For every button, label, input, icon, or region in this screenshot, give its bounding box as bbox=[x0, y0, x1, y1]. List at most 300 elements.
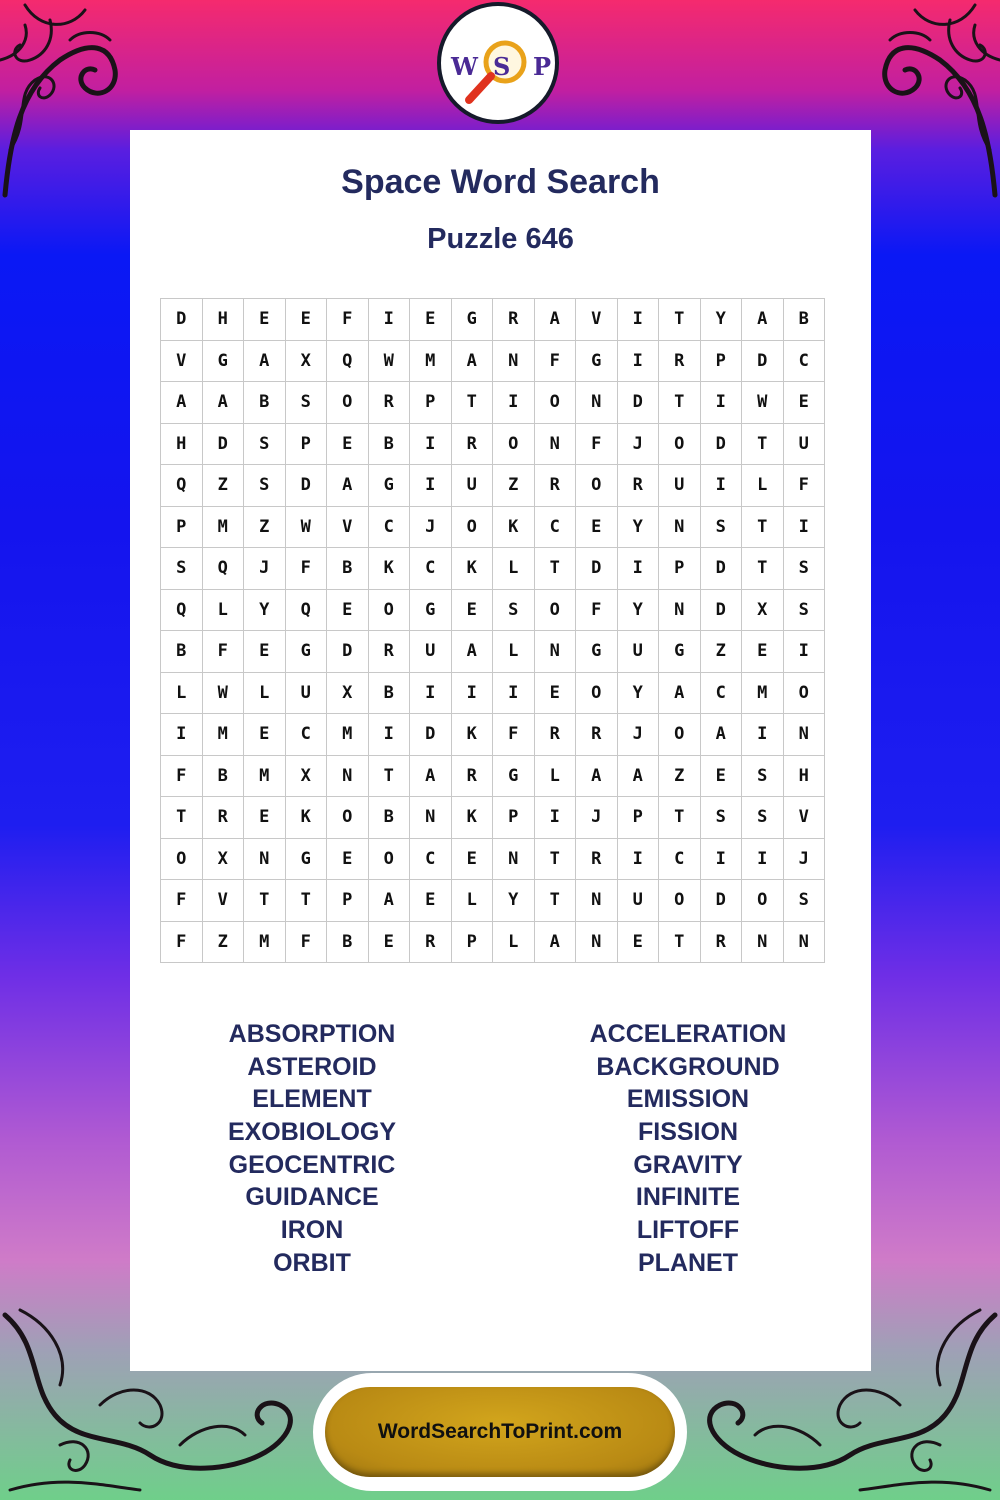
grid-cell[interactable]: N bbox=[659, 506, 701, 548]
grid-cell[interactable]: A bbox=[617, 755, 659, 797]
grid-cell[interactable]: F bbox=[327, 299, 369, 341]
grid-cell[interactable]: C bbox=[659, 838, 701, 880]
grid-cell[interactable]: F bbox=[161, 880, 203, 922]
grid-cell[interactable]: E bbox=[244, 631, 286, 673]
grid-row bbox=[161, 299, 825, 341]
grid-cell[interactable]: A bbox=[534, 921, 576, 963]
grid-cell[interactable]: S bbox=[783, 548, 825, 590]
grid-cell[interactable]: T bbox=[244, 880, 286, 922]
grid-row bbox=[161, 423, 825, 465]
grid-row bbox=[161, 465, 825, 507]
grid-cell[interactable]: E bbox=[410, 880, 452, 922]
grid-cell[interactable]: J bbox=[783, 838, 825, 880]
grid-cell[interactable]: J bbox=[617, 714, 659, 756]
grid-cell[interactable]: W bbox=[742, 382, 784, 424]
word-item: FISSION bbox=[637, 1118, 738, 1147]
website-badge[interactable] bbox=[313, 1373, 687, 1491]
grid-cell[interactable]: L bbox=[451, 880, 493, 922]
grid-cell[interactable]: J bbox=[410, 506, 452, 548]
grid-cell[interactable]: V bbox=[576, 299, 618, 341]
grid-cell[interactable]: I bbox=[700, 465, 742, 507]
grid-cell[interactable]: S bbox=[493, 589, 535, 631]
grid-cell[interactable]: I bbox=[451, 672, 493, 714]
grid-cell[interactable]: O bbox=[742, 880, 784, 922]
grid-cell[interactable]: G bbox=[576, 340, 618, 382]
grid-cell[interactable]: F bbox=[161, 921, 203, 963]
grid-cell[interactable]: C bbox=[410, 838, 452, 880]
grid-cell[interactable]: G bbox=[285, 838, 327, 880]
grid-cell[interactable]: O bbox=[659, 880, 701, 922]
grid-cell[interactable]: R bbox=[202, 797, 244, 839]
grid-cell[interactable]: E bbox=[783, 382, 825, 424]
grid-cell[interactable]: F bbox=[285, 548, 327, 590]
grid-cell[interactable]: O bbox=[534, 382, 576, 424]
grid-cell[interactable]: U bbox=[285, 672, 327, 714]
grid-cell[interactable]: R bbox=[451, 755, 493, 797]
grid-cell[interactable]: G bbox=[285, 631, 327, 673]
grid-cell[interactable]: P bbox=[410, 382, 452, 424]
grid-cell[interactable]: G bbox=[493, 755, 535, 797]
grid-cell[interactable]: W bbox=[202, 672, 244, 714]
grid-cell[interactable]: P bbox=[493, 797, 535, 839]
grid-cell[interactable]: O bbox=[783, 672, 825, 714]
word-item: EMISSION bbox=[626, 1085, 750, 1114]
grid-cell[interactable]: N bbox=[327, 755, 369, 797]
word-item: IRON bbox=[280, 1216, 344, 1245]
logo-letter-p: P bbox=[533, 52, 552, 81]
grid-cell[interactable]: B bbox=[161, 631, 203, 673]
grid-cell[interactable]: B bbox=[244, 382, 286, 424]
grid-row bbox=[161, 755, 825, 797]
grid-cell[interactable]: B bbox=[327, 548, 369, 590]
grid-cell[interactable]: L bbox=[202, 589, 244, 631]
grid-cell[interactable]: V bbox=[161, 340, 203, 382]
grid-cell[interactable]: L bbox=[493, 548, 535, 590]
grid-cell[interactable]: O bbox=[327, 797, 369, 839]
grid-cell[interactable]: A bbox=[451, 631, 493, 673]
grid-cell[interactable]: D bbox=[576, 548, 618, 590]
grid-cell[interactable]: R bbox=[576, 838, 618, 880]
grid-cell[interactable]: C bbox=[285, 714, 327, 756]
grid-cell[interactable]: N bbox=[659, 589, 701, 631]
grid-cell[interactable]: S bbox=[742, 797, 784, 839]
grid-cell[interactable]: M bbox=[202, 506, 244, 548]
grid-cell[interactable]: A bbox=[410, 755, 452, 797]
grid-cell[interactable]: N bbox=[534, 423, 576, 465]
word-item: ACCELERATION bbox=[589, 1020, 787, 1048]
grid-cell[interactable]: K bbox=[451, 797, 493, 839]
grid-cell[interactable]: E bbox=[451, 589, 493, 631]
grid-cell[interactable]: R bbox=[576, 714, 618, 756]
letter-grid bbox=[160, 298, 825, 963]
grid-cell[interactable]: E bbox=[576, 506, 618, 548]
grid-cell[interactable]: P bbox=[161, 506, 203, 548]
grid-cell[interactable]: U bbox=[783, 423, 825, 465]
word-item: ABSORPTION bbox=[228, 1020, 396, 1048]
grid-cell[interactable]: E bbox=[285, 299, 327, 341]
word-item: EXOBIOLOGY bbox=[227, 1118, 397, 1147]
grid-cell[interactable]: T bbox=[534, 838, 576, 880]
grid-cell[interactable]: E bbox=[327, 838, 369, 880]
grid-cell[interactable]: R bbox=[410, 921, 452, 963]
grid-cell[interactable]: A bbox=[202, 382, 244, 424]
grid-cell[interactable]: J bbox=[244, 548, 286, 590]
word-list-left bbox=[162, 1018, 462, 1280]
grid-cell[interactable]: B bbox=[368, 797, 410, 839]
grid-cell[interactable]: O bbox=[451, 506, 493, 548]
grid-cell[interactable]: M bbox=[742, 672, 784, 714]
grid-cell[interactable]: A bbox=[534, 299, 576, 341]
grid-cell[interactable]: G bbox=[451, 299, 493, 341]
grid-cell[interactable]: U bbox=[410, 631, 452, 673]
grid-cell[interactable]: K bbox=[451, 714, 493, 756]
website-badge-inner[interactable] bbox=[325, 1387, 675, 1477]
grid-cell[interactable]: J bbox=[576, 797, 618, 839]
puzzle-number: Puzzle 646 bbox=[427, 223, 574, 255]
grid-cell[interactable]: L bbox=[244, 672, 286, 714]
grid-cell[interactable]: Y bbox=[617, 506, 659, 548]
word-item: BACKGROUND bbox=[596, 1052, 780, 1081]
grid-cell[interactable]: N bbox=[576, 880, 618, 922]
grid-cell[interactable]: W bbox=[368, 340, 410, 382]
grid-cell[interactable]: E bbox=[368, 921, 410, 963]
grid-cell[interactable]: L bbox=[742, 465, 784, 507]
grid-cell[interactable]: Y bbox=[700, 299, 742, 341]
grid-cell[interactable]: E bbox=[451, 838, 493, 880]
grid-cell[interactable]: X bbox=[327, 672, 369, 714]
grid-cell[interactable]: Y bbox=[617, 589, 659, 631]
grid-cell[interactable]: I bbox=[161, 714, 203, 756]
grid-cell[interactable]: D bbox=[742, 340, 784, 382]
grid-cell[interactable]: B bbox=[202, 755, 244, 797]
grid-cell[interactable]: I bbox=[493, 382, 535, 424]
grid-cell[interactable]: O bbox=[327, 382, 369, 424]
grid-cell[interactable]: H bbox=[783, 755, 825, 797]
grid-cell[interactable]: I bbox=[617, 299, 659, 341]
ornament-flourish-icon bbox=[0, 0, 130, 205]
grid-cell[interactable]: E bbox=[327, 423, 369, 465]
grid-cell[interactable]: M bbox=[244, 921, 286, 963]
grid-cell[interactable]: E bbox=[244, 299, 286, 341]
grid-cell[interactable]: T bbox=[161, 797, 203, 839]
grid-row bbox=[161, 548, 825, 590]
grid-cell[interactable]: S bbox=[742, 755, 784, 797]
grid-cell[interactable]: S bbox=[161, 548, 203, 590]
word-item: GRAVITY bbox=[633, 1150, 743, 1179]
grid-row bbox=[161, 797, 825, 839]
grid-cell[interactable]: T bbox=[368, 755, 410, 797]
grid-cell[interactable]: V bbox=[202, 880, 244, 922]
word-item: PLANET bbox=[638, 1248, 738, 1277]
grid-cell[interactable]: O bbox=[659, 423, 701, 465]
grid-cell[interactable]: N bbox=[493, 340, 535, 382]
grid-cell[interactable]: K bbox=[493, 506, 535, 548]
grid-cell[interactable]: R bbox=[534, 714, 576, 756]
ornament-flourish-icon bbox=[870, 0, 1000, 205]
grid-cell[interactable]: K bbox=[451, 548, 493, 590]
grid-cell[interactable]: T bbox=[285, 880, 327, 922]
grid-cell[interactable]: I bbox=[700, 382, 742, 424]
grid-cell[interactable]: R bbox=[617, 465, 659, 507]
grid-cell[interactable]: D bbox=[202, 423, 244, 465]
grid-cell[interactable]: O bbox=[368, 838, 410, 880]
grid-row bbox=[161, 880, 825, 922]
grid-row bbox=[161, 506, 825, 548]
grid-row bbox=[161, 589, 825, 631]
grid-cell[interactable]: D bbox=[700, 589, 742, 631]
grid-cell[interactable]: U bbox=[451, 465, 493, 507]
grid-cell[interactable]: F bbox=[534, 340, 576, 382]
grid-cell[interactable]: V bbox=[783, 797, 825, 839]
word-item: ELEMENT bbox=[252, 1085, 372, 1114]
grid-cell[interactable]: S bbox=[783, 880, 825, 922]
grid-cell[interactable]: Z bbox=[202, 921, 244, 963]
grid-cell[interactable]: T bbox=[742, 506, 784, 548]
grid-cell[interactable]: I bbox=[742, 714, 784, 756]
grid-cell[interactable]: Z bbox=[202, 465, 244, 507]
grid-cell[interactable]: I bbox=[617, 838, 659, 880]
grid-cell[interactable]: Y bbox=[244, 589, 286, 631]
grid-cell[interactable]: T bbox=[659, 921, 701, 963]
grid-cell[interactable]: G bbox=[368, 465, 410, 507]
grid-cell[interactable]: N bbox=[576, 382, 618, 424]
grid-cell[interactable]: N bbox=[410, 797, 452, 839]
grid-cell[interactable]: P bbox=[451, 921, 493, 963]
grid-cell[interactable]: Z bbox=[700, 631, 742, 673]
grid-cell[interactable]: I bbox=[493, 672, 535, 714]
grid-cell[interactable]: L bbox=[161, 672, 203, 714]
grid-row bbox=[161, 672, 825, 714]
grid-cell[interactable]: P bbox=[700, 340, 742, 382]
grid-cell[interactable]: Y bbox=[617, 672, 659, 714]
grid-cell[interactable]: D bbox=[327, 631, 369, 673]
grid-cell[interactable]: J bbox=[617, 423, 659, 465]
grid-cell[interactable]: P bbox=[617, 797, 659, 839]
word-item: ASTEROID bbox=[247, 1052, 377, 1081]
grid-cell[interactable]: I bbox=[368, 714, 410, 756]
grid-cell[interactable]: P bbox=[659, 548, 701, 590]
grid-cell[interactable]: T bbox=[742, 548, 784, 590]
grid-cell[interactable]: L bbox=[493, 921, 535, 963]
grid-cell[interactable]: R bbox=[700, 921, 742, 963]
grid-cell[interactable]: N bbox=[244, 838, 286, 880]
grid-row bbox=[161, 340, 825, 382]
grid-cell[interactable]: C bbox=[534, 506, 576, 548]
grid-cell[interactable]: T bbox=[742, 423, 784, 465]
grid-cell[interactable]: A bbox=[161, 382, 203, 424]
grid-row bbox=[161, 838, 825, 880]
grid-cell[interactable]: U bbox=[659, 465, 701, 507]
website-link[interactable]: WordSearchToPrint.com bbox=[377, 1420, 623, 1443]
grid-cell[interactable]: H bbox=[161, 423, 203, 465]
grid-cell[interactable]: U bbox=[617, 880, 659, 922]
grid-cell[interactable]: D bbox=[700, 548, 742, 590]
grid-cell[interactable]: G bbox=[410, 589, 452, 631]
grid-cell[interactable]: D bbox=[285, 465, 327, 507]
grid-cell[interactable]: X bbox=[742, 589, 784, 631]
grid-cell[interactable]: G bbox=[576, 631, 618, 673]
grid-cell[interactable]: S bbox=[285, 382, 327, 424]
grid-cell[interactable]: Q bbox=[202, 548, 244, 590]
site-logo bbox=[437, 2, 559, 124]
grid-cell[interactable]: Q bbox=[161, 465, 203, 507]
grid-cell[interactable]: X bbox=[285, 755, 327, 797]
grid-cell[interactable]: A bbox=[327, 465, 369, 507]
grid-cell[interactable]: N bbox=[783, 921, 825, 963]
grid-cell[interactable]: E bbox=[617, 921, 659, 963]
grid-cell[interactable]: S bbox=[783, 589, 825, 631]
word-list-right bbox=[538, 1018, 838, 1280]
grid-cell[interactable]: F bbox=[576, 589, 618, 631]
grid-cell[interactable]: P bbox=[285, 423, 327, 465]
grid-cell[interactable]: R bbox=[659, 340, 701, 382]
grid-cell[interactable]: N bbox=[534, 631, 576, 673]
grid-cell[interactable]: I bbox=[410, 423, 452, 465]
word-item: GEOCENTRIC bbox=[228, 1150, 396, 1179]
grid-cell[interactable]: I bbox=[783, 506, 825, 548]
grid-cell[interactable]: A bbox=[451, 340, 493, 382]
word-item: GUIDANCE bbox=[245, 1183, 379, 1212]
grid-cell[interactable]: T bbox=[659, 382, 701, 424]
grid-cell[interactable]: E bbox=[327, 589, 369, 631]
grid-cell[interactable]: O bbox=[534, 589, 576, 631]
grid-cell[interactable]: S bbox=[700, 506, 742, 548]
grid-cell[interactable]: B bbox=[368, 672, 410, 714]
grid-cell[interactable]: B bbox=[368, 423, 410, 465]
grid-cell[interactable]: T bbox=[659, 299, 701, 341]
grid-cell[interactable]: I bbox=[742, 838, 784, 880]
grid-row bbox=[161, 382, 825, 424]
grid-cell[interactable]: R bbox=[451, 423, 493, 465]
grid-cell[interactable]: K bbox=[368, 548, 410, 590]
grid-cell[interactable]: Q bbox=[327, 340, 369, 382]
grid-cell[interactable]: N bbox=[576, 921, 618, 963]
grid-cell[interactable]: F bbox=[202, 631, 244, 673]
grid-cell[interactable]: I bbox=[617, 548, 659, 590]
grid-cell[interactable]: L bbox=[534, 755, 576, 797]
grid-cell[interactable]: M bbox=[327, 714, 369, 756]
word-item: ORBIT bbox=[273, 1248, 351, 1277]
grid-cell[interactable]: Z bbox=[659, 755, 701, 797]
grid-cell[interactable]: M bbox=[410, 340, 452, 382]
grid-cell[interactable]: K bbox=[285, 797, 327, 839]
grid-cell[interactable]: Y bbox=[493, 880, 535, 922]
page-title: Space Word Search bbox=[341, 163, 660, 201]
logo-letter-w: W bbox=[451, 52, 478, 81]
grid-cell[interactable]: F bbox=[161, 755, 203, 797]
grid-cell[interactable]: N bbox=[493, 838, 535, 880]
grid-cell[interactable]: S bbox=[700, 797, 742, 839]
grid-cell[interactable]: R bbox=[534, 465, 576, 507]
grid-cell[interactable]: I bbox=[410, 465, 452, 507]
grid-cell[interactable]: M bbox=[244, 755, 286, 797]
grid-cell[interactable]: T bbox=[451, 382, 493, 424]
grid-cell[interactable]: V bbox=[327, 506, 369, 548]
grid-cell[interactable]: O bbox=[493, 423, 535, 465]
grid-cell[interactable]: L bbox=[493, 631, 535, 673]
grid-cell[interactable]: G bbox=[202, 340, 244, 382]
grid-cell[interactable]: A bbox=[576, 755, 618, 797]
grid-cell[interactable]: I bbox=[783, 631, 825, 673]
grid-cell[interactable]: E bbox=[410, 299, 452, 341]
grid-cell[interactable]: A bbox=[700, 714, 742, 756]
grid-cell[interactable]: C bbox=[368, 506, 410, 548]
grid-cell[interactable]: D bbox=[700, 423, 742, 465]
grid-cell[interactable]: F bbox=[783, 465, 825, 507]
grid-cell[interactable]: Z bbox=[244, 506, 286, 548]
grid-cell[interactable]: E bbox=[244, 714, 286, 756]
grid-cell[interactable]: S bbox=[244, 423, 286, 465]
grid-cell[interactable]: B bbox=[327, 921, 369, 963]
grid-cell[interactable]: R bbox=[368, 382, 410, 424]
grid-cell[interactable]: N bbox=[742, 921, 784, 963]
grid-cell[interactable]: A bbox=[244, 340, 286, 382]
grid-cell[interactable]: A bbox=[742, 299, 784, 341]
grid-cell[interactable]: U bbox=[617, 631, 659, 673]
word-item: LIFTOFF bbox=[636, 1216, 740, 1245]
grid-cell[interactable]: G bbox=[659, 631, 701, 673]
grid-cell[interactable]: D bbox=[410, 714, 452, 756]
grid-cell[interactable]: R bbox=[493, 299, 535, 341]
grid-cell[interactable]: C bbox=[783, 340, 825, 382]
logo-letter-s: S bbox=[493, 52, 511, 81]
grid-cell[interactable]: D bbox=[161, 299, 203, 341]
grid-cell[interactable]: S bbox=[244, 465, 286, 507]
grid-cell[interactable]: O bbox=[576, 672, 618, 714]
grid-cell[interactable]: I bbox=[700, 838, 742, 880]
grid-cell[interactable]: I bbox=[617, 340, 659, 382]
grid-cell[interactable]: Z bbox=[493, 465, 535, 507]
grid-cell[interactable]: C bbox=[700, 672, 742, 714]
grid-cell[interactable]: T bbox=[534, 880, 576, 922]
grid-cell[interactable]: E bbox=[244, 797, 286, 839]
grid-cell[interactable]: Q bbox=[285, 589, 327, 631]
grid-row bbox=[161, 921, 825, 963]
grid-cell[interactable]: Q bbox=[161, 589, 203, 631]
grid-cell[interactable]: O bbox=[659, 714, 701, 756]
grid-cell[interactable]: O bbox=[576, 465, 618, 507]
grid-row bbox=[161, 631, 825, 673]
grid-cell[interactable]: I bbox=[410, 672, 452, 714]
grid-cell[interactable]: F bbox=[285, 921, 327, 963]
grid-cell[interactable]: O bbox=[368, 589, 410, 631]
grid-cell[interactable]: I bbox=[368, 299, 410, 341]
grid-cell[interactable]: F bbox=[576, 423, 618, 465]
grid-cell[interactable]: D bbox=[700, 880, 742, 922]
grid-cell[interactable]: T bbox=[659, 797, 701, 839]
grid-cell[interactable]: W bbox=[285, 506, 327, 548]
grid-cell[interactable]: O bbox=[161, 838, 203, 880]
grid-cell[interactable]: H bbox=[202, 299, 244, 341]
grid-cell[interactable]: A bbox=[368, 880, 410, 922]
grid-cell[interactable]: X bbox=[202, 838, 244, 880]
grid-cell[interactable]: N bbox=[783, 714, 825, 756]
grid-cell[interactable]: E bbox=[534, 672, 576, 714]
grid-cell[interactable]: B bbox=[783, 299, 825, 341]
grid-cell[interactable]: F bbox=[493, 714, 535, 756]
grid-cell[interactable]: T bbox=[534, 548, 576, 590]
grid-cell[interactable]: I bbox=[534, 797, 576, 839]
grid-cell[interactable]: P bbox=[327, 880, 369, 922]
grid-cell[interactable]: D bbox=[617, 382, 659, 424]
grid-cell[interactable]: R bbox=[368, 631, 410, 673]
grid-cell[interactable]: A bbox=[659, 672, 701, 714]
grid-cell[interactable]: X bbox=[285, 340, 327, 382]
grid-cell[interactable]: M bbox=[202, 714, 244, 756]
grid-cell[interactable]: E bbox=[742, 631, 784, 673]
grid-cell[interactable]: E bbox=[700, 755, 742, 797]
grid-cell[interactable]: C bbox=[410, 548, 452, 590]
